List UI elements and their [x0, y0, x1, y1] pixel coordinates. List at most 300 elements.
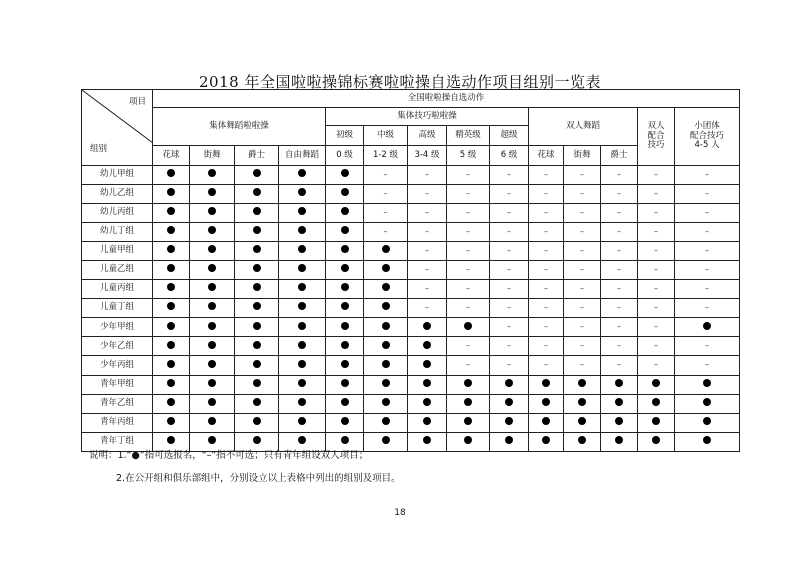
filled-dot-icon: [167, 379, 175, 387]
available-cell: [490, 413, 529, 432]
unavailable-cell: [408, 166, 447, 185]
row-group-label: 儿童丁组: [82, 299, 153, 318]
available-cell: [564, 413, 601, 432]
dash-mark: –: [466, 341, 470, 351]
unavailable-cell: [675, 299, 740, 318]
events-table: [81, 89, 740, 452]
dash-mark: –: [654, 226, 658, 236]
filled-dot-icon: [615, 398, 623, 406]
unavailable-cell: [529, 204, 564, 223]
unavailable-cell: [638, 261, 675, 280]
unavailable-cell: [601, 261, 638, 280]
unavailable-cell: [490, 242, 529, 261]
unavailable-cell: [638, 299, 675, 318]
header-dance-item: 花球: [153, 146, 190, 166]
dash-mark: –: [425, 207, 429, 217]
header-skill-level: 高级: [408, 126, 447, 146]
header-skill-grade: 0 级: [326, 146, 364, 166]
filled-dot-icon: [208, 417, 216, 425]
dash-mark: –: [466, 302, 470, 312]
header-pair-dance: 双人舞蹈: [529, 108, 638, 146]
filled-dot-icon: [423, 360, 431, 368]
dash-mark: –: [654, 322, 658, 332]
dash-mark: –: [617, 207, 621, 217]
filled-dot-icon: [615, 436, 623, 444]
table-row: [82, 318, 740, 337]
unavailable-cell: [447, 280, 490, 299]
available-cell: [235, 299, 279, 318]
page-title: 2018 年全国啦啦操锦标赛啦啦操自选动作项目组别一览表: [199, 73, 601, 91]
filled-dot-icon: [167, 283, 175, 291]
header-skill-grade: 6 级: [490, 146, 529, 166]
filled-dot-icon: [341, 322, 349, 330]
dash-mark: –: [466, 360, 470, 370]
unavailable-cell: [564, 242, 601, 261]
dash-mark: –: [654, 169, 658, 179]
dash-mark: –: [617, 283, 621, 293]
dash-mark: –: [654, 264, 658, 274]
available-cell: [153, 242, 190, 261]
unavailable-cell: [675, 261, 740, 280]
available-cell: [408, 318, 447, 337]
filled-dot-icon: [167, 398, 175, 406]
unavailable-cell: [490, 223, 529, 242]
unavailable-cell: [564, 261, 601, 280]
unavailable-cell: [564, 299, 601, 318]
available-cell: [326, 413, 364, 432]
filled-dot-icon: [253, 322, 261, 330]
available-cell: [190, 261, 235, 280]
dash-mark: –: [705, 245, 710, 255]
available-cell: [364, 337, 408, 356]
available-cell: [153, 299, 190, 318]
filled-dot-icon: [253, 398, 261, 406]
table-row: [82, 413, 740, 432]
dash-mark: –: [544, 322, 548, 332]
available-cell: [447, 413, 490, 432]
filled-dot-icon: [208, 226, 216, 234]
available-cell: [675, 432, 740, 451]
available-cell: [447, 318, 490, 337]
filled-dot-icon: [578, 417, 586, 425]
header-pair-skill: 双人 配合 技巧: [638, 108, 675, 166]
row-group-label: 青年丙组: [82, 413, 153, 432]
available-cell: [190, 413, 235, 432]
unavailable-cell: [601, 318, 638, 337]
unavailable-cell: [564, 280, 601, 299]
unavailable-cell: [364, 166, 408, 185]
filled-dot-icon: [208, 207, 216, 215]
filled-dot-icon: [208, 188, 216, 196]
dash-mark: –: [580, 169, 584, 179]
available-cell: [364, 356, 408, 375]
table-row: [82, 261, 740, 280]
unavailable-cell: [529, 223, 564, 242]
dash-mark: –: [617, 245, 621, 255]
dash-mark: –: [654, 283, 658, 293]
dash-mark: –: [617, 169, 621, 179]
filled-dot-icon: [505, 417, 513, 425]
available-cell: [490, 394, 529, 413]
available-cell: [638, 375, 675, 394]
unavailable-cell: [529, 261, 564, 280]
header-dance-item: 街舞: [190, 146, 235, 166]
filled-dot-icon: [464, 436, 472, 444]
unavailable-cell: [564, 337, 601, 356]
dash-mark: –: [544, 302, 548, 312]
table-row: [82, 166, 740, 185]
available-cell: [408, 394, 447, 413]
table-row: [82, 280, 740, 299]
dash-mark: –: [705, 226, 710, 236]
filled-dot-icon: [652, 436, 660, 444]
unavailable-cell: [529, 356, 564, 375]
dash-mark: –: [507, 360, 511, 370]
unavailable-cell: [529, 318, 564, 337]
filled-dot-icon: [382, 436, 390, 444]
header-collective-skill: 集体技巧啦啦操: [326, 108, 529, 126]
filled-dot-icon: [298, 417, 306, 425]
dash-mark: –: [383, 188, 388, 198]
dash-mark: –: [544, 226, 548, 236]
available-cell: [235, 223, 279, 242]
dash-mark: –: [544, 245, 548, 255]
unavailable-cell: [364, 223, 408, 242]
dash-mark: –: [617, 341, 621, 351]
filled-dot-icon: [253, 264, 261, 272]
available-cell: [153, 204, 190, 223]
dash-mark: –: [617, 302, 621, 312]
filled-dot-icon: [464, 322, 472, 330]
filled-dot-icon: [253, 283, 261, 291]
available-cell: [190, 318, 235, 337]
available-cell: [279, 223, 326, 242]
available-cell: [675, 375, 740, 394]
filled-dot-icon: [542, 436, 550, 444]
filled-dot-icon: [423, 341, 431, 349]
filled-dot-icon: [167, 245, 175, 253]
available-cell: [326, 185, 364, 204]
filled-dot-icon: [167, 169, 175, 177]
header-dance-item: 爵士: [235, 146, 279, 166]
dash-mark: –: [617, 226, 621, 236]
unavailable-cell: [490, 337, 529, 356]
available-cell: [235, 242, 279, 261]
filled-dot-icon: [167, 264, 175, 272]
filled-dot-icon: [298, 436, 306, 444]
dash-mark: –: [617, 264, 621, 274]
filled-dot-icon: [298, 226, 306, 234]
dash-mark: –: [466, 245, 470, 255]
filled-dot-icon: [464, 417, 472, 425]
unavailable-cell: [638, 356, 675, 375]
unavailable-cell: [564, 185, 601, 204]
dash-mark: –: [425, 169, 429, 179]
filled-dot-icon: [341, 379, 349, 387]
unavailable-cell: [601, 337, 638, 356]
filled-dot-icon: [542, 417, 550, 425]
unavailable-cell: [564, 166, 601, 185]
filled-dot-icon: [167, 207, 175, 215]
filled-dot-icon: [208, 302, 216, 310]
header-groups-label: 组别: [90, 144, 108, 155]
filled-dot-icon: [253, 226, 261, 234]
filled-dot-icon: [615, 379, 623, 387]
dash-mark: –: [544, 207, 548, 217]
dash-mark: –: [580, 341, 584, 351]
filled-dot-icon: [298, 341, 306, 349]
available-cell: [190, 185, 235, 204]
header-pair-item: 花球: [529, 146, 564, 166]
filled-dot-icon: [298, 169, 306, 177]
filled-dot-icon: [208, 398, 216, 406]
dash-mark: –: [654, 341, 658, 351]
available-cell: [153, 337, 190, 356]
unavailable-cell: [564, 223, 601, 242]
dash-mark: –: [425, 302, 429, 312]
dash-mark: –: [466, 226, 470, 236]
filled-dot-icon: [341, 226, 349, 234]
dash-mark: –: [507, 283, 511, 293]
row-group-label: 少年丙组: [82, 356, 153, 375]
dash-mark: –: [580, 264, 584, 274]
available-cell: [190, 299, 235, 318]
unavailable-cell: [408, 242, 447, 261]
filled-dot-icon: [703, 417, 711, 425]
header-skill-level: 超级: [490, 126, 529, 146]
unavailable-cell: [408, 280, 447, 299]
filled-dot-icon: [167, 341, 175, 349]
filled-dot-icon: [703, 322, 711, 330]
dash-mark: –: [705, 188, 710, 198]
available-cell: [235, 204, 279, 223]
filled-dot-icon: [423, 417, 431, 425]
dash-mark: –: [544, 169, 548, 179]
table-row: [82, 356, 740, 375]
unavailable-cell: [529, 337, 564, 356]
filled-dot-icon: [298, 264, 306, 272]
dash-mark: –: [544, 360, 548, 370]
unavailable-cell: [675, 337, 740, 356]
diagonal-header-cell: [82, 90, 153, 166]
unavailable-cell: [675, 242, 740, 261]
row-group-label: 幼儿丙组: [82, 204, 153, 223]
filled-dot-icon: [253, 207, 261, 215]
filled-dot-icon: [167, 302, 175, 310]
filled-dot-icon: [167, 417, 175, 425]
filled-dot-icon: [652, 417, 660, 425]
dash-mark: –: [705, 207, 710, 217]
filled-dot-icon: [341, 245, 349, 253]
filled-dot-icon: [253, 360, 261, 368]
dash-mark: –: [425, 245, 429, 255]
unavailable-cell: [447, 204, 490, 223]
dash-mark: –: [705, 302, 710, 312]
available-cell: [364, 394, 408, 413]
unavailable-cell: [601, 223, 638, 242]
unavailable-cell: [564, 356, 601, 375]
available-cell: [235, 166, 279, 185]
unavailable-cell: [601, 166, 638, 185]
filled-dot-icon: [341, 188, 349, 196]
dash-mark: –: [507, 226, 511, 236]
filled-dot-icon: [208, 322, 216, 330]
dash-mark: –: [580, 283, 584, 293]
available-cell: [601, 432, 638, 451]
dash-mark: –: [466, 264, 470, 274]
available-cell: [279, 375, 326, 394]
filled-dot-icon: [652, 379, 660, 387]
filled-dot-icon: [382, 264, 390, 272]
note-line-1: 说明：1.“●”指可选报名，“–”指不可选；只有青年组设双人项目；: [89, 450, 369, 461]
unavailable-cell: [490, 280, 529, 299]
filled-dot-icon: [423, 379, 431, 387]
unavailable-cell: [490, 166, 529, 185]
available-cell: [235, 280, 279, 299]
available-cell: [235, 394, 279, 413]
dash-mark: –: [580, 360, 584, 370]
row-group-label: 儿童丙组: [82, 280, 153, 299]
dash-mark: –: [654, 302, 658, 312]
unavailable-cell: [675, 223, 740, 242]
available-cell: [190, 204, 235, 223]
dash-mark: –: [617, 188, 621, 198]
dash-mark: –: [425, 264, 429, 274]
row-group-label: 儿童甲组: [82, 242, 153, 261]
dash-mark: –: [705, 169, 710, 179]
row-group-label: 儿童乙组: [82, 261, 153, 280]
dash-mark: –: [580, 302, 584, 312]
available-cell: [279, 299, 326, 318]
available-cell: [364, 280, 408, 299]
available-cell: [638, 413, 675, 432]
table-row: [82, 242, 740, 261]
available-cell: [153, 261, 190, 280]
filled-dot-icon: [382, 398, 390, 406]
filled-dot-icon: [703, 436, 711, 444]
dash-mark: –: [544, 264, 548, 274]
available-cell: [235, 261, 279, 280]
unavailable-cell: [447, 185, 490, 204]
header-pair-item: 爵士: [601, 146, 638, 166]
unavailable-cell: [447, 223, 490, 242]
available-cell: [153, 394, 190, 413]
available-cell: [529, 413, 564, 432]
filled-dot-icon: [253, 188, 261, 196]
filled-dot-icon: [382, 341, 390, 349]
unavailable-cell: [447, 261, 490, 280]
available-cell: [601, 394, 638, 413]
filled-dot-icon: [578, 436, 586, 444]
dash-mark: –: [544, 188, 548, 198]
dash-mark: –: [507, 169, 511, 179]
note-line-2: 2.在公开组和俱乐部组中，分别设立以上表格中列出的组别及项目。: [116, 473, 401, 484]
row-group-label: 青年丁组: [82, 432, 153, 451]
unavailable-cell: [447, 337, 490, 356]
available-cell: [326, 337, 364, 356]
filled-dot-icon: [578, 398, 586, 406]
dash-mark: –: [466, 169, 470, 179]
available-cell: [190, 375, 235, 394]
available-cell: [447, 375, 490, 394]
dash-mark: –: [654, 245, 658, 255]
available-cell: [235, 413, 279, 432]
table-row: [82, 299, 740, 318]
filled-dot-icon: [703, 379, 711, 387]
row-group-label: 幼儿丁组: [82, 223, 153, 242]
unavailable-cell: [564, 204, 601, 223]
unavailable-cell: [529, 280, 564, 299]
dash-mark: –: [466, 283, 470, 293]
filled-dot-icon: [167, 226, 175, 234]
filled-dot-icon: [253, 379, 261, 387]
filled-dot-icon: [341, 417, 349, 425]
available-cell: [675, 413, 740, 432]
available-cell: [564, 375, 601, 394]
available-cell: [279, 261, 326, 280]
filled-dot-icon: [505, 436, 513, 444]
filled-dot-icon: [167, 322, 175, 330]
available-cell: [326, 223, 364, 242]
filled-dot-icon: [505, 379, 513, 387]
available-cell: [408, 356, 447, 375]
available-cell: [153, 280, 190, 299]
available-cell: [279, 204, 326, 223]
filled-dot-icon: [341, 169, 349, 177]
table-row: [82, 375, 740, 394]
filled-dot-icon: [341, 398, 349, 406]
unavailable-cell: [675, 185, 740, 204]
filled-dot-icon: [298, 283, 306, 291]
filled-dot-icon: [703, 398, 711, 406]
unavailable-cell: [601, 356, 638, 375]
header-collective-dance: 集体舞蹈啦啦操: [153, 108, 326, 146]
row-group-label: 青年甲组: [82, 375, 153, 394]
available-cell: [326, 299, 364, 318]
header-main: 全国啦啦操自选动作: [153, 90, 740, 108]
dash-mark: –: [425, 283, 429, 293]
page-number: 18: [394, 508, 406, 518]
available-cell: [364, 432, 408, 451]
filled-dot-icon: [298, 360, 306, 368]
dash-mark: –: [425, 188, 429, 198]
filled-dot-icon: [298, 322, 306, 330]
available-cell: [153, 356, 190, 375]
filled-dot-icon: [253, 302, 261, 310]
filled-dot-icon: [382, 302, 390, 310]
available-cell: [279, 413, 326, 432]
unavailable-cell: [447, 356, 490, 375]
dash-mark: –: [383, 169, 388, 179]
filled-dot-icon: [382, 360, 390, 368]
filled-dot-icon: [341, 436, 349, 444]
unavailable-cell: [638, 242, 675, 261]
filled-dot-icon: [615, 417, 623, 425]
unavailable-cell: [601, 299, 638, 318]
table-row: [82, 204, 740, 223]
unavailable-cell: [447, 242, 490, 261]
filled-dot-icon: [423, 398, 431, 406]
available-cell: [326, 280, 364, 299]
filled-dot-icon: [208, 264, 216, 272]
unavailable-cell: [675, 280, 740, 299]
dash-mark: –: [507, 188, 511, 198]
dash-mark: –: [580, 226, 584, 236]
unavailable-cell: [490, 299, 529, 318]
filled-dot-icon: [253, 245, 261, 253]
available-cell: [326, 261, 364, 280]
filled-dot-icon: [208, 436, 216, 444]
